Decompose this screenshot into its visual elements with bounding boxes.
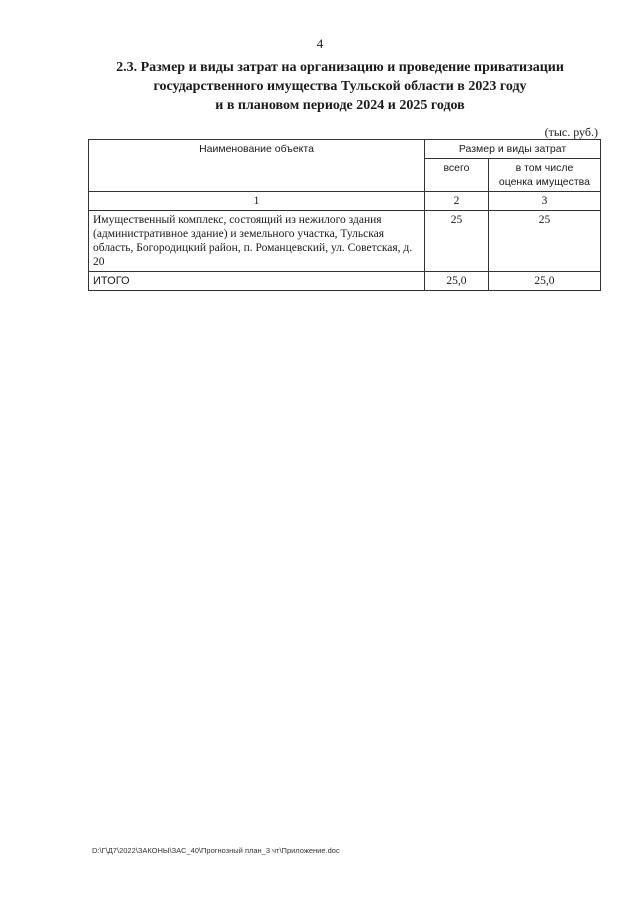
- section-title: [60, 58, 620, 115]
- object-valuation-cell: 25: [488, 211, 600, 272]
- title-line-1: 2.3. Размер и виды затрат на организацию и проведение приватизации: [116, 60, 564, 75]
- header-costs: Размер и виды затрат: [425, 140, 601, 159]
- total-label: ИТОГО: [89, 272, 425, 291]
- title-line-2: государственного имущества Тульской области в 2023 году: [153, 79, 527, 94]
- total-row: [89, 272, 601, 291]
- title-line-3: и в плановом периоде 2024 и 2025 годов: [215, 98, 465, 113]
- page-number: 4: [316, 36, 324, 51]
- column-number-row: [89, 192, 601, 211]
- total-valuation-cell: 25,0: [488, 272, 600, 291]
- col-number-1: 1: [89, 192, 425, 211]
- header-total: всего: [425, 159, 489, 192]
- col-number-3: 3: [488, 192, 600, 211]
- unit-note: (тыс. руб.): [544, 125, 598, 139]
- header-object-name: Наименование объекта: [89, 140, 425, 192]
- col-number-2: 2: [425, 192, 489, 211]
- cost-table: [88, 139, 601, 291]
- table-row: [89, 211, 601, 272]
- object-name-cell: Имущественный комплекс, состоящий из нежилого здания (административное здание) и земельного участка, Тульская область, Богородицкий район, п. Романцевский, ул. Советская, д. 20: [89, 211, 425, 272]
- header-including-line2: оценка имущества: [498, 176, 590, 188]
- footer-file-path: D:\Г\Д7\2022\ЗАКОНЫ\ЗАС_40\Прогнозный план_3 чт\Приложение.doc: [92, 846, 340, 855]
- header-row-1: [89, 140, 601, 159]
- total-sum-cell: 25,0: [425, 272, 489, 291]
- header-including: [488, 159, 600, 192]
- object-total-cell: 25: [425, 211, 489, 272]
- header-including-line1: в том числе: [515, 162, 574, 174]
